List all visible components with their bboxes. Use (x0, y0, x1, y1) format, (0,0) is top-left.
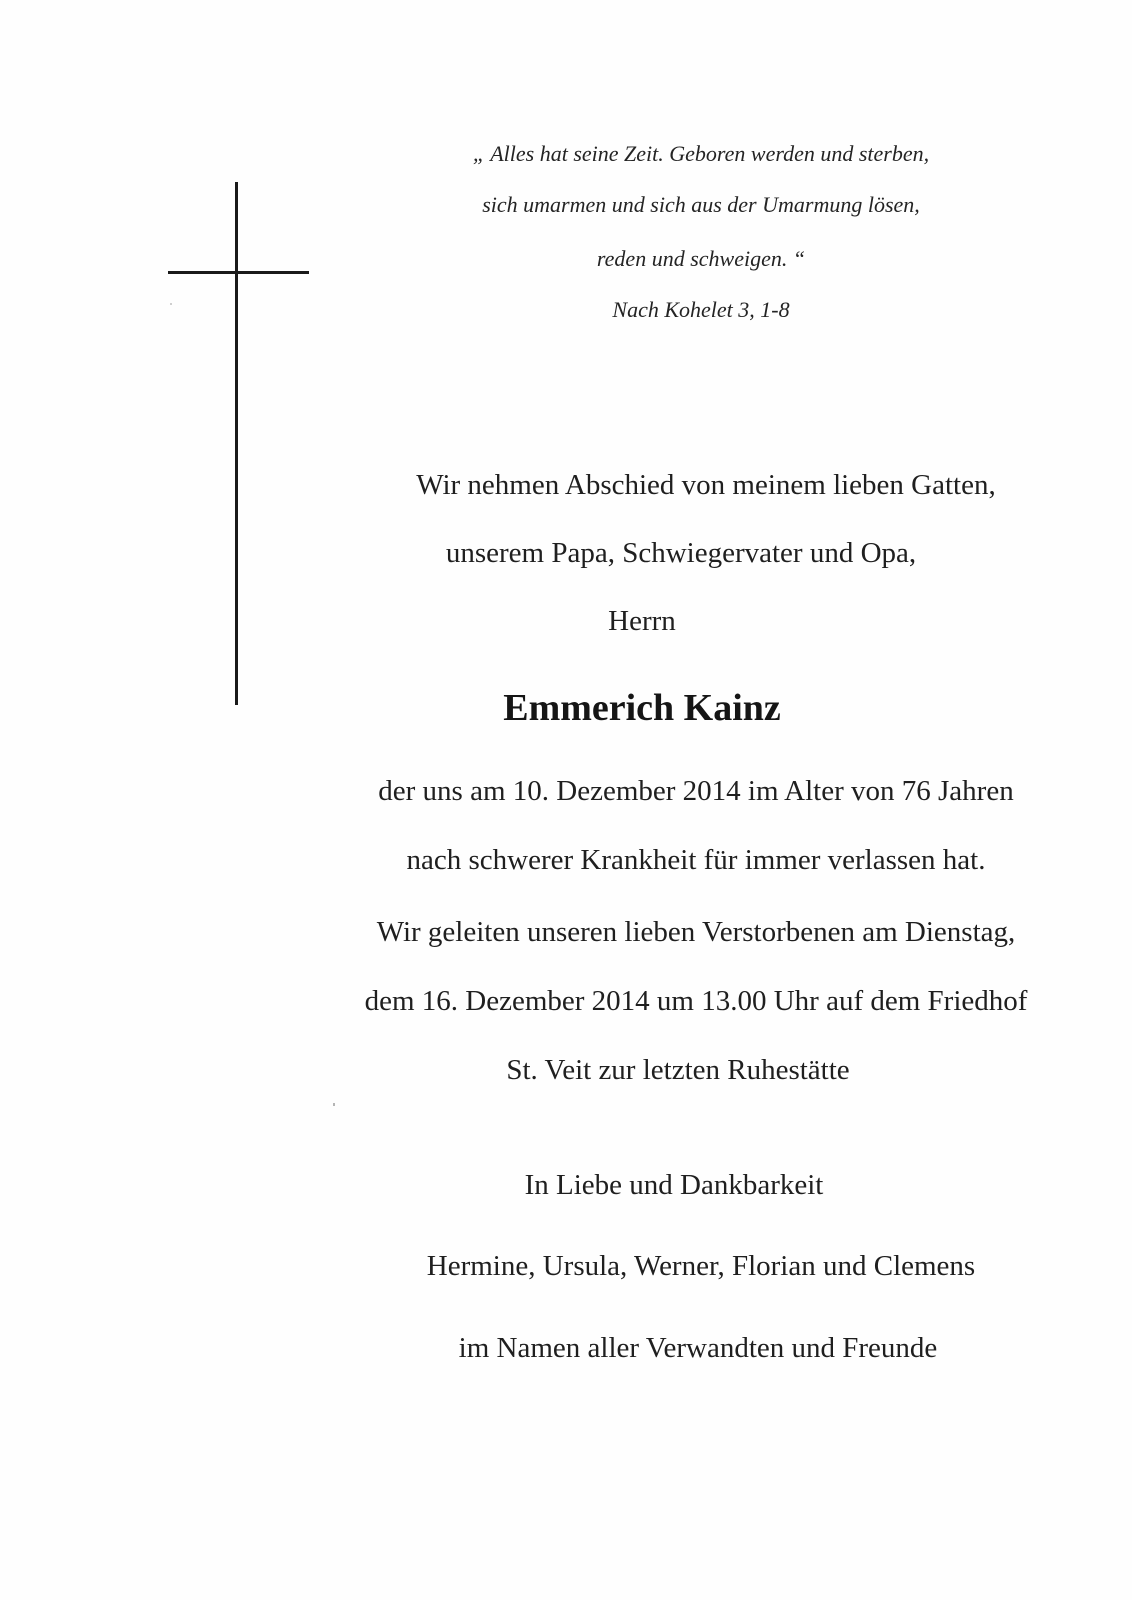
announcement-line-3: der uns am 10. Dezember 2014 im Alter von 76 Jahren (378, 775, 1014, 807)
announcement-line-5: Wir geleiten unseren lieben Verstorbenen am Dienstag, (376, 916, 1016, 948)
deceased-name: Emmerich Kainz (503, 687, 781, 729)
announcement-line-1: Wir nehmen Abschied von meinem lieben Gatten, (416, 469, 996, 501)
quote-source: Nach Kohelet 3, 1-8 (612, 297, 790, 322)
closing-line-3: im Namen aller Verwandten und Freunde (458, 1332, 938, 1364)
announcement-line-2: unserem Papa, Schwiegervater und Opa, (445, 537, 917, 569)
scan-speck (333, 1103, 335, 1106)
announcement-line-4: nach schwerer Krankheit für immer verlassen hat. (406, 844, 986, 876)
announcement-line-7: St. Veit zur letzten Ruhestätte (506, 1054, 850, 1086)
quote-line-2: sich umarmen und sich aus der Umarmung lösen, (482, 192, 920, 217)
closing-line-1: In Liebe und Dankbarkeit (524, 1169, 824, 1201)
closing-line-2: Hermine, Ursula, Werner, Florian und Clemens (426, 1250, 976, 1282)
salutation: Herrn (608, 605, 676, 637)
quote-line-1: „ Alles hat seine Zeit. Geboren werden und sterben, (472, 141, 930, 166)
quote-line-3: reden und schweigen. “ (596, 246, 806, 271)
announcement-line-6: dem 16. Dezember 2014 um 13.00 Uhr auf dem Friedhof (364, 985, 1028, 1017)
